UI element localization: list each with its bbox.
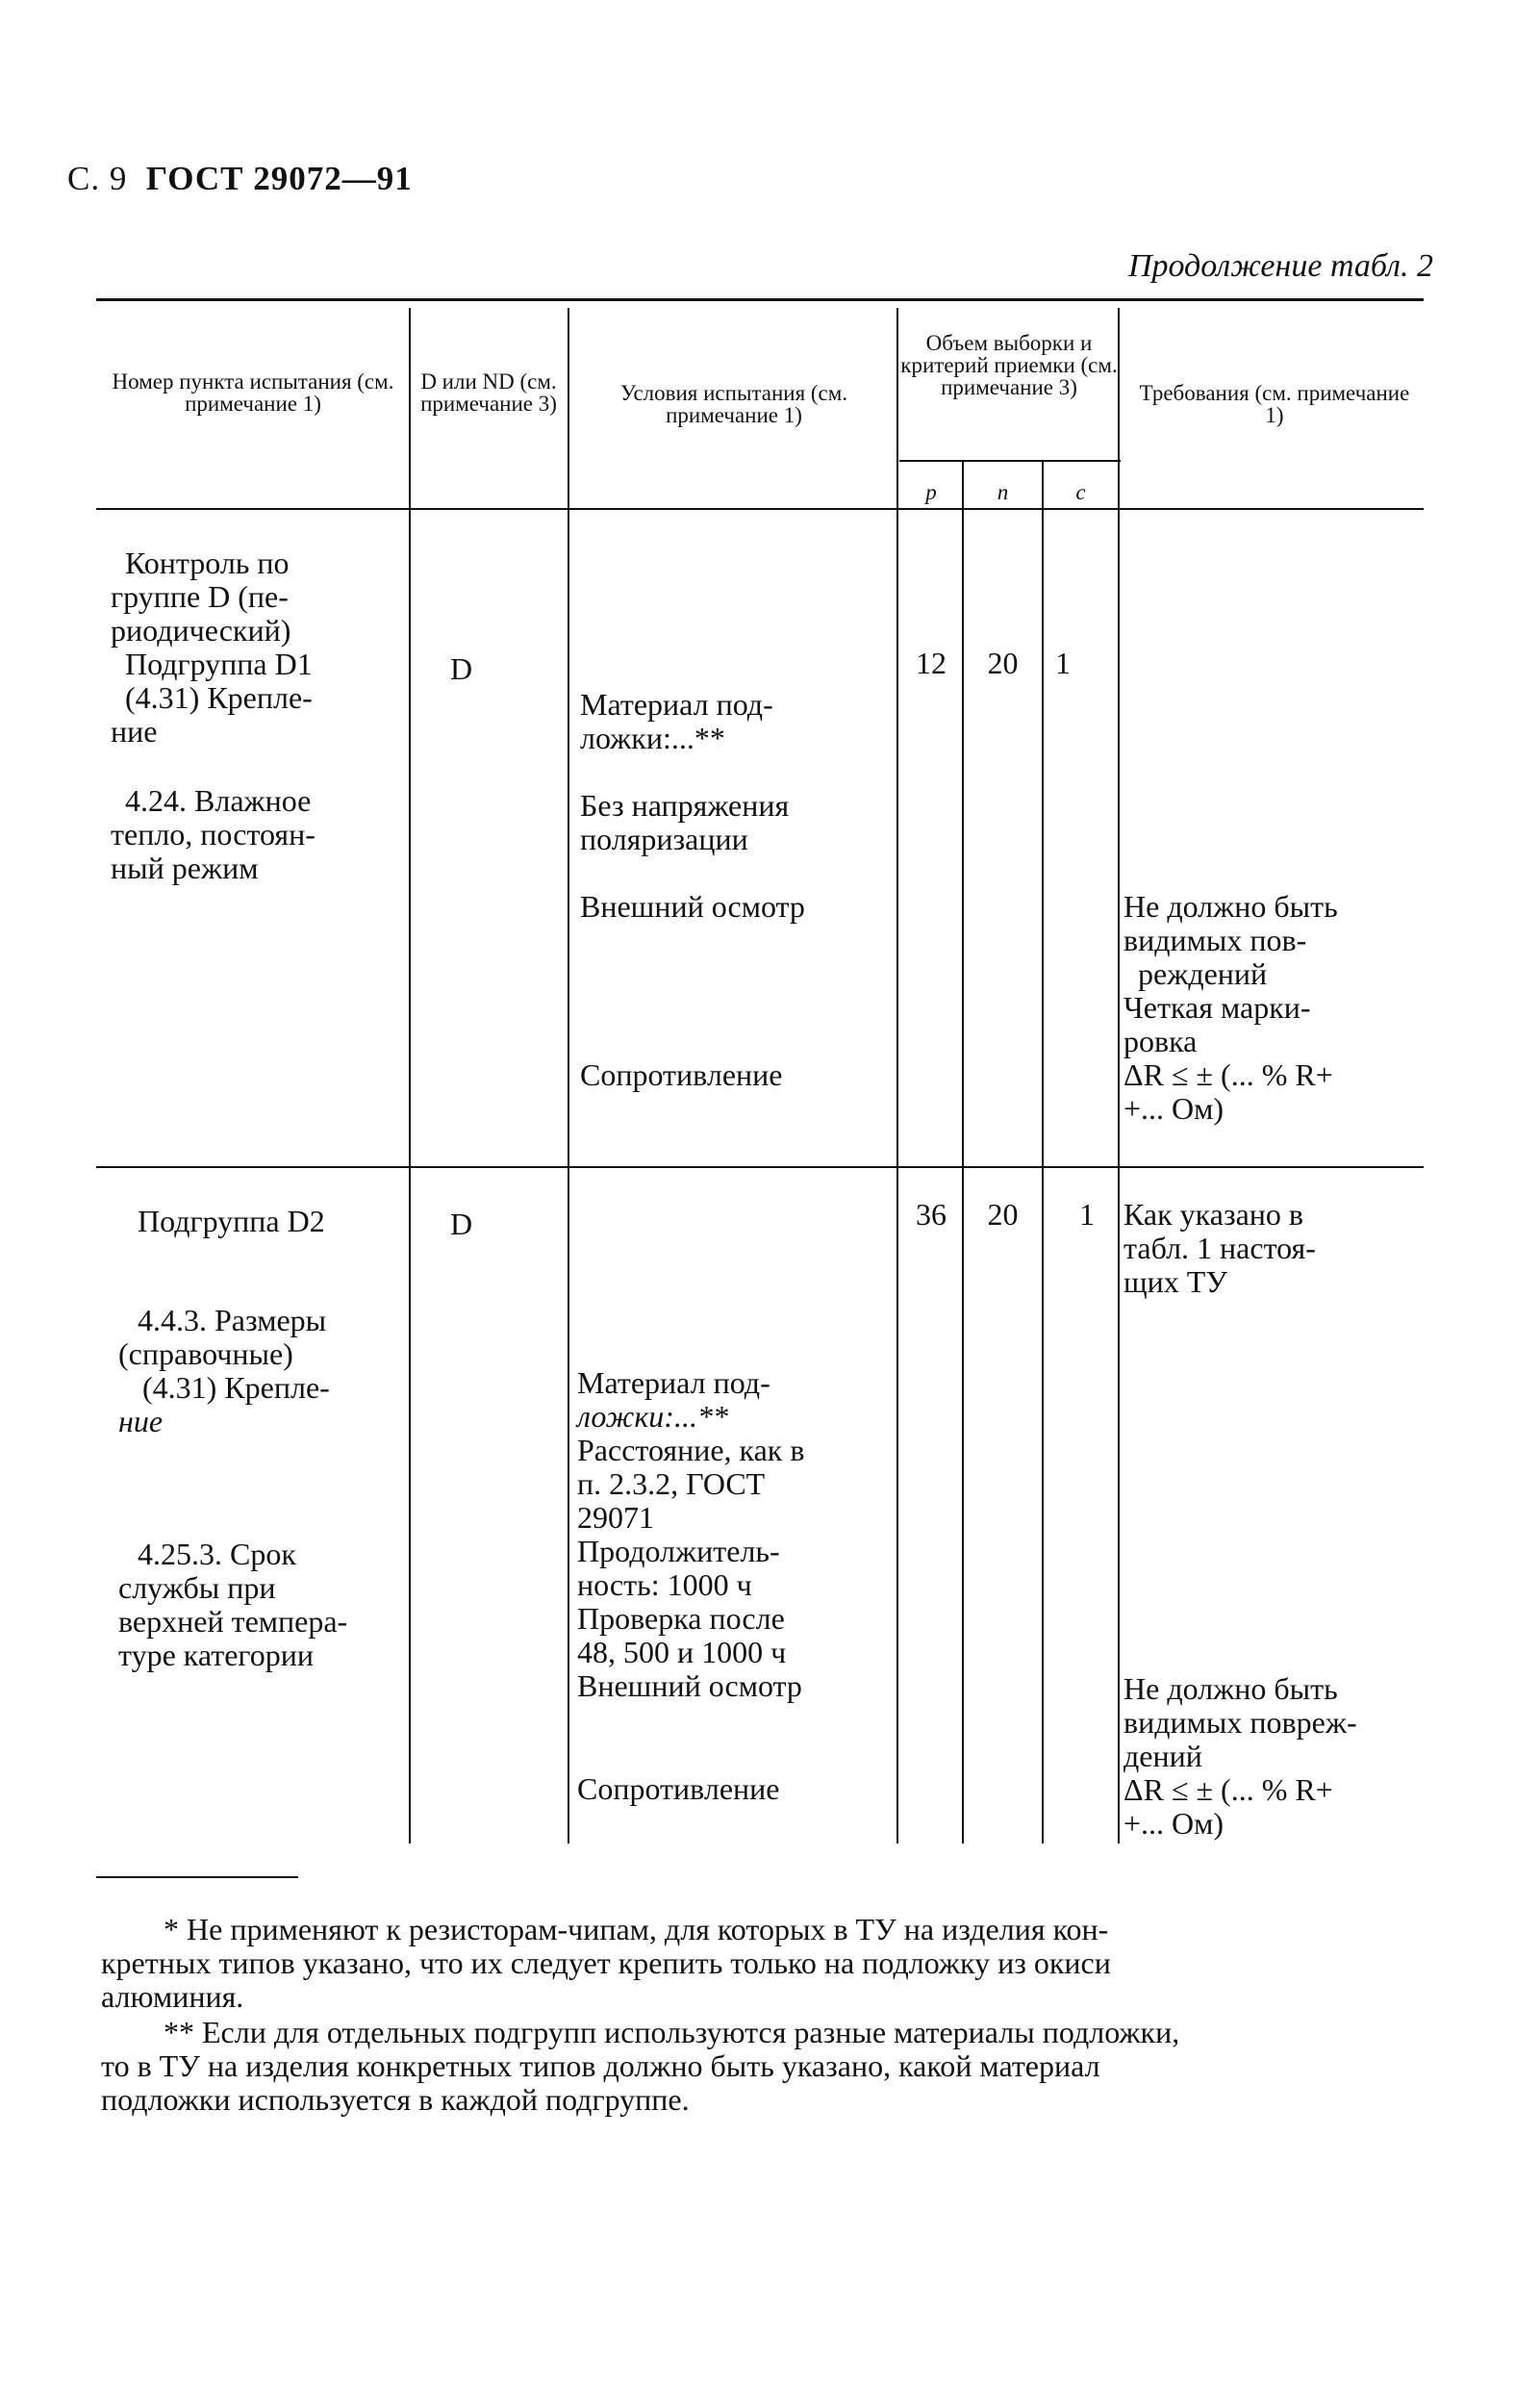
d2-item-line: ние xyxy=(118,1404,164,1438)
d2-cond-line: ложки:...** xyxy=(577,1399,728,1434)
header-item-number: Номер пункта испытания (см. примечание 1) xyxy=(112,369,394,416)
d2-d-nd: D xyxy=(450,1207,473,1241)
d2-req-line: дений xyxy=(1123,1739,1202,1773)
d2-cond-line: 48, 500 и 1000 ч xyxy=(577,1635,787,1669)
d2-subgroup: Подгруппа D2 xyxy=(138,1204,325,1238)
footnote-line: подложки используется в каждой подгруппе. xyxy=(101,2082,690,2117)
d2-conditions xyxy=(577,1366,804,1703)
col-line-1 xyxy=(409,308,411,1843)
d2-item-line: (справочные) xyxy=(118,1336,293,1371)
d1-cond-visual: Внешний осмотр xyxy=(580,889,805,924)
d1-cond-substrate xyxy=(580,688,773,755)
d2-req-line: Не должно быть xyxy=(1123,1671,1338,1706)
d1-req-line: ΔR ≤ ± (... % R+ xyxy=(1123,1057,1333,1092)
d2-cond-line: Проверка после xyxy=(577,1601,785,1636)
d1-item-line: 4.24. Влажное xyxy=(125,783,312,818)
header-conditions: Условия испытания (см. примечание 1) xyxy=(619,381,848,427)
d2-cond-line: ность: 1000 ч xyxy=(577,1567,752,1602)
d2-item-line: туре категории xyxy=(118,1638,314,1672)
d2-item-dimensions xyxy=(118,1303,330,1438)
d1-req-line: реждений xyxy=(1138,956,1268,991)
d1-subgroup-line: Подгруппа D1 xyxy=(125,647,313,681)
footnote-line: алюминия. xyxy=(101,1979,244,2014)
d2-req-line: +... Ом) xyxy=(1123,1806,1224,1841)
group-separator-rule xyxy=(96,1166,1424,1168)
header-n: n xyxy=(997,480,1009,504)
d1-requirements xyxy=(1123,890,1338,1126)
d2-req-visual-resistance xyxy=(1123,1672,1357,1841)
d1-cond-resistance: Сопротивление xyxy=(580,1057,783,1092)
d1-cond-line: поляризации xyxy=(580,822,748,856)
d1-c: 1 xyxy=(1055,646,1071,680)
d2-cond-line: Расстояние, как в xyxy=(577,1433,805,1467)
col-line-2 xyxy=(568,308,569,1843)
d1-req-line: Четкая марки- xyxy=(1123,990,1311,1025)
d1-subgroup-line: (4.31) Крепле- xyxy=(125,680,313,715)
col-line-6 xyxy=(1118,308,1120,1843)
d1-req-line: Не должно быть xyxy=(1123,889,1338,924)
d1-title-line: группе D (пе- xyxy=(111,579,289,614)
header-bottom-rule xyxy=(96,508,1424,510)
d2-req-line: ΔR ≤ ± (... % R+ xyxy=(1123,1772,1333,1807)
d2-n: 20 xyxy=(987,1197,1019,1232)
table-continuation-label: Продолжение табл. 2 xyxy=(1127,248,1433,284)
d1-cond-line: Без напряжения xyxy=(580,788,790,823)
d1-req-line: видимых пов- xyxy=(1123,923,1307,957)
footnote-line: кретных типов указано, что их следует крепить только на подложку из окиси xyxy=(101,1945,1111,1980)
d1-cond-line: Материал под- xyxy=(580,687,773,722)
d2-cond-line: 29071 xyxy=(577,1500,654,1535)
d2-req-dimensions xyxy=(1123,1198,1316,1299)
d1-title-line: Контроль по xyxy=(125,546,290,580)
sample-subheader-rule xyxy=(899,460,1121,462)
d1-cond-no-voltage xyxy=(580,789,789,856)
d1-title xyxy=(111,546,313,749)
footnote-line: * Не применяют к резисторам-чипам, для которых в ТУ на изделия кон- xyxy=(164,1912,1109,1946)
d1-subgroup-line: ние xyxy=(111,714,158,749)
d2-item-lifetime xyxy=(118,1537,348,1672)
footnote-rule xyxy=(96,1876,298,1878)
d1-d-nd: D xyxy=(450,651,473,686)
d1-req-line: +... Ом) xyxy=(1123,1091,1224,1126)
d1-item-line: ный режим xyxy=(111,851,259,885)
d2-cond-line: Продолжитель- xyxy=(577,1534,780,1568)
d2-item-line: службы при xyxy=(118,1570,276,1605)
header-sample: Объем выборки и критерий приемки (см. примечание 3) xyxy=(900,331,1118,399)
d1-title-line: риодический) xyxy=(111,613,291,648)
page-header xyxy=(67,160,413,198)
d2-req-line: Как указано в xyxy=(1123,1197,1304,1232)
d2-item-line: верхней темпера- xyxy=(118,1604,348,1639)
header-requirements: Требования (см. примечание 1) xyxy=(1139,381,1410,427)
footnote-2 xyxy=(101,2016,1428,2117)
d2-cond-line: п. 2.3.2, ГОСТ xyxy=(577,1466,766,1501)
d1-p: 12 xyxy=(916,646,947,680)
page-number: С. 9 xyxy=(67,160,128,197)
d2-req-line: видимых повреж- xyxy=(1123,1705,1357,1740)
d2-item-line: (4.31) Крепле- xyxy=(142,1370,330,1405)
d2-cond-line: Материал под- xyxy=(577,1365,770,1400)
d1-req-line: ровка xyxy=(1123,1024,1198,1058)
header-p: p xyxy=(925,480,937,504)
d2-p: 36 xyxy=(916,1197,947,1232)
d2-item-line: 4.4.3. Размеры xyxy=(138,1303,327,1337)
d2-c: 1 xyxy=(1079,1197,1095,1232)
header-d-nd: D или ND (см. примечание 3) xyxy=(420,369,557,416)
d2-item-line: 4.25.3. Срок xyxy=(138,1537,296,1571)
d2-req-line: табл. 1 настоя- xyxy=(1123,1231,1316,1265)
standard-title: ГОСТ 29072—91 xyxy=(145,160,413,197)
d1-cond-line: ложки:...** xyxy=(580,721,725,755)
table-top-rule xyxy=(96,298,1424,301)
d2-req-line: щих ТУ xyxy=(1123,1264,1227,1299)
col-line-3 xyxy=(896,308,898,1843)
d1-item-line: тепло, постоян- xyxy=(111,817,316,852)
footnote-1 xyxy=(101,1913,1428,2014)
footnote-line: то в ТУ на изделия конкретных типов должно быть указано, какой материал xyxy=(101,2048,1100,2083)
d1-n: 20 xyxy=(987,646,1019,680)
header-c: c xyxy=(1075,480,1086,504)
d1-item-humidity xyxy=(111,783,316,885)
d2-cond-line: Внешний осмотр xyxy=(577,1668,802,1703)
d2-cond-resistance: Сопротивление xyxy=(577,1771,780,1806)
footnote-line: ** Если для отдельных подгрупп используются разные материалы подложки, xyxy=(164,2015,1180,2049)
